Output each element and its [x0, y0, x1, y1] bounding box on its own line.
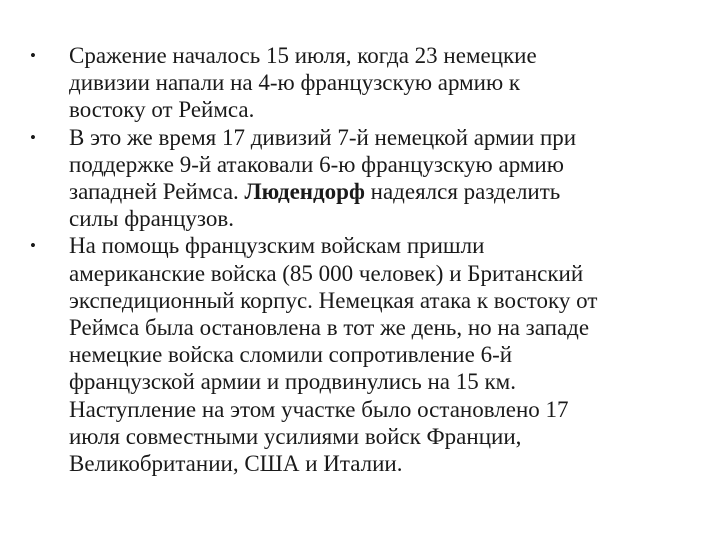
- text-line: Великобритании, США и Италии.: [69, 451, 403, 477]
- text-line: Сражение началось 15 июля, когда 23 немецкие: [69, 43, 537, 68]
- bullet-text: [69, 124, 690, 233]
- text-line: немецкие войска сломили сопротивление 6-й: [69, 342, 513, 368]
- text-line: востоку от Реймса.: [69, 97, 255, 123]
- text-line: силы французов.: [69, 206, 234, 232]
- bullet-dot-icon: •: [30, 236, 36, 256]
- text-line: поддержке 9-й атаковали 6-ю французскую армию: [69, 151, 564, 177]
- text-line: французской армии и продвинулись на 15 км.: [69, 369, 516, 395]
- text-line: экспедиционный корпус. Немецкая атака к востоку от: [69, 287, 598, 313]
- bullet-item-2: [30, 124, 690, 233]
- bullet-item-1: [30, 42, 690, 124]
- text-segment: надеялся разделить: [364, 179, 561, 205]
- text-line-with-name: [69, 178, 690, 205]
- bullet-text: [69, 42, 690, 124]
- bullet-list: [30, 42, 690, 477]
- text-line: Реймса была остановлена в тот же день, но на западе: [69, 315, 590, 341]
- bullet-dot-icon: •: [30, 127, 36, 147]
- bullet-item-3: [30, 232, 690, 477]
- bullet-text: [69, 232, 690, 477]
- text-line: Наступление на этом участке было остановлено 17: [69, 396, 569, 422]
- text-line: дивизии напали на 4-ю французскую армию к: [69, 70, 521, 96]
- text-line: В это же время 17 дивизий 7-й немецкой армии при: [69, 124, 577, 150]
- text-line: На помощь французским войскам пришли: [69, 233, 485, 259]
- text-segment: западней Реймса.: [69, 179, 245, 205]
- text-line: июля совместными усилиями войск Франции,: [69, 423, 522, 449]
- text-line: американские войска (85 000 человек) и Британский: [69, 260, 584, 286]
- bold-name: Людендорф: [244, 179, 365, 205]
- bullet-dot-icon: •: [30, 46, 36, 65]
